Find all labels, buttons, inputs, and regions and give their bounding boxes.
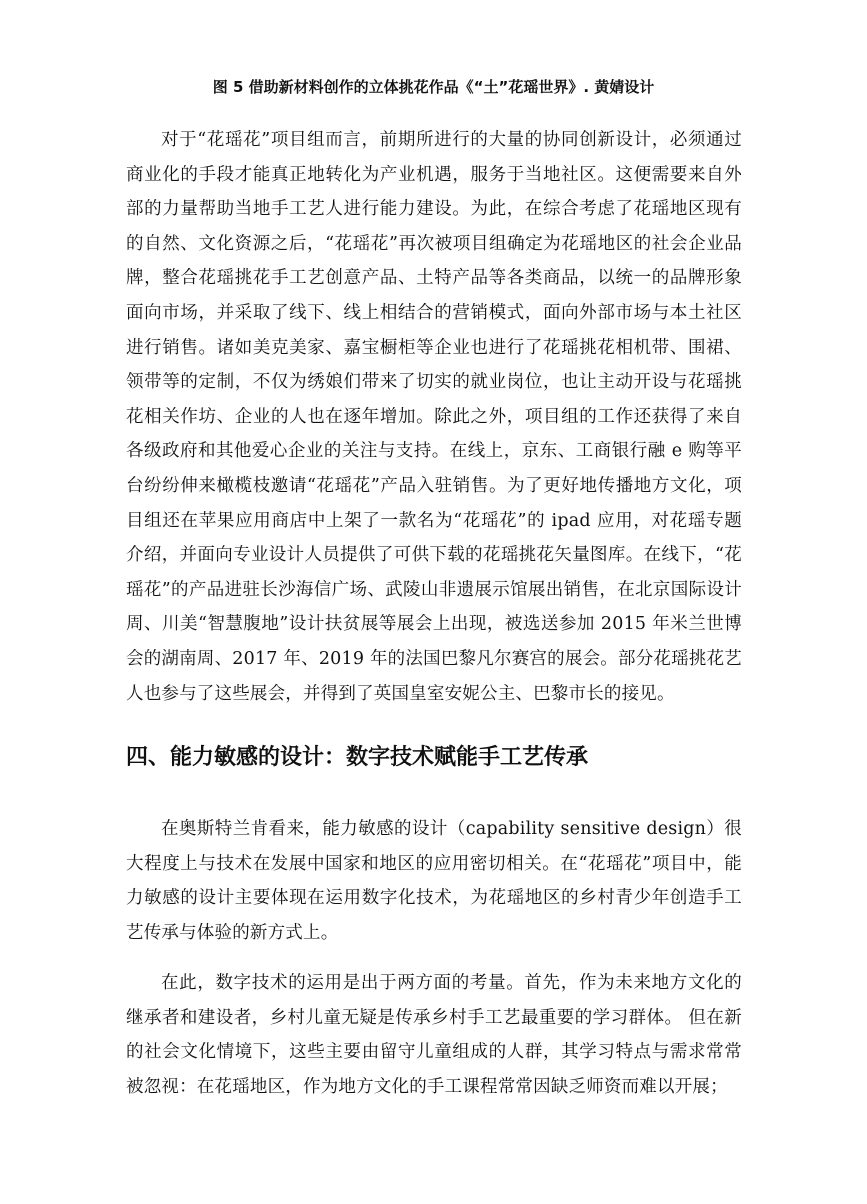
body-paragraph: 对于“花瑶花”项目组而言，前期所进行的大量的协同创新设计，必须通过商业化的手段才能真正地转化为产业机遇，服务于当地社区。这便需要来自外部的力量帮助当地手工艺人进行能力建设。为此，在综合考虑了花瑶地区现有的自然、文化资源之后，“花瑶花”再次被项目组确定为花瑶地区的社会企业品牌，整合花瑶挑花手工艺创意产品、土特产品等各类商品，以统一的品牌形象面向市场，并采取了线下、线上相结合的营销模式，面向外部市场与本土社区进行销售。诸如美克美家、嘉宝橱柜等企业也进行了花瑶挑花相机带、围裙、领带等的定制，不仅为绣娘们带来了切实的就业岗位，也让主动开设与花瑶挑花相关作坊、企业的人也在逐年增加。除此之外，项目组的工作还获得了来自各级政府和其他爱心企业的关注与支持。在线上，京东、工商银行融 e 购等平台纷纷伸来橄榄枝邀请“花瑶花”产品入驻销售。为了更好地传播地方文化，项目组还在苹果应用商店中上架了一款名为“花瑶花”的 ipad 应用，对花瑶专题介绍，并面向专业设计人员提供了可供下载的花瑶挑花矢量图库。在线下，“花瑶花”的产品进驻长沙海信广场、武陵山非遗展示馆展出销售，在北京国际设计周、川美“智慧腹地”设计扶贫展等展会上出现，被选送参加 2015 年米兰世博会的湖南周、2017 年、2019 年的法国巴黎凡尔赛宫的展会。部分花瑶挑花艺人也参与了这些展会，并得到了英国皇室安妮公主、巴黎市长的接见。	[126, 130, 742, 704]
body-paragraph: 在此，数字技术的运用是出于两方面的考量。首先，作为未来地方文化的继承者和建设者，乡村儿童无疑是传承乡村手工艺最重要的学习群体。 但在新的社会文化情境下，这些主要由留守儿童组成的人群，其学习特点与需求常常被忽视：在花瑶地区，作为地方文化的手工课程常常因缺乏师资而难以开展；	[126, 973, 742, 1097]
figure-caption: 图 5 借助新材料创作的立体挑花作品《“土”花瑶世界》. 黄婧设计	[212, 78, 655, 96]
body-paragraph: 在奥斯特兰肯看来，能力敏感的设计（capability sensitive design）很大程度上与技术在发展中国家和地区的应用密切相关。在“花瑶花”项目中，能力敏感的设计主要体现在运用数字化技术，为花瑶地区的乡村青少年创造手工艺传承与体验的新方式上。	[126, 819, 742, 943]
section-heading: 四、能力敏感的设计：数字技术赋能手工艺传承	[126, 745, 589, 770]
